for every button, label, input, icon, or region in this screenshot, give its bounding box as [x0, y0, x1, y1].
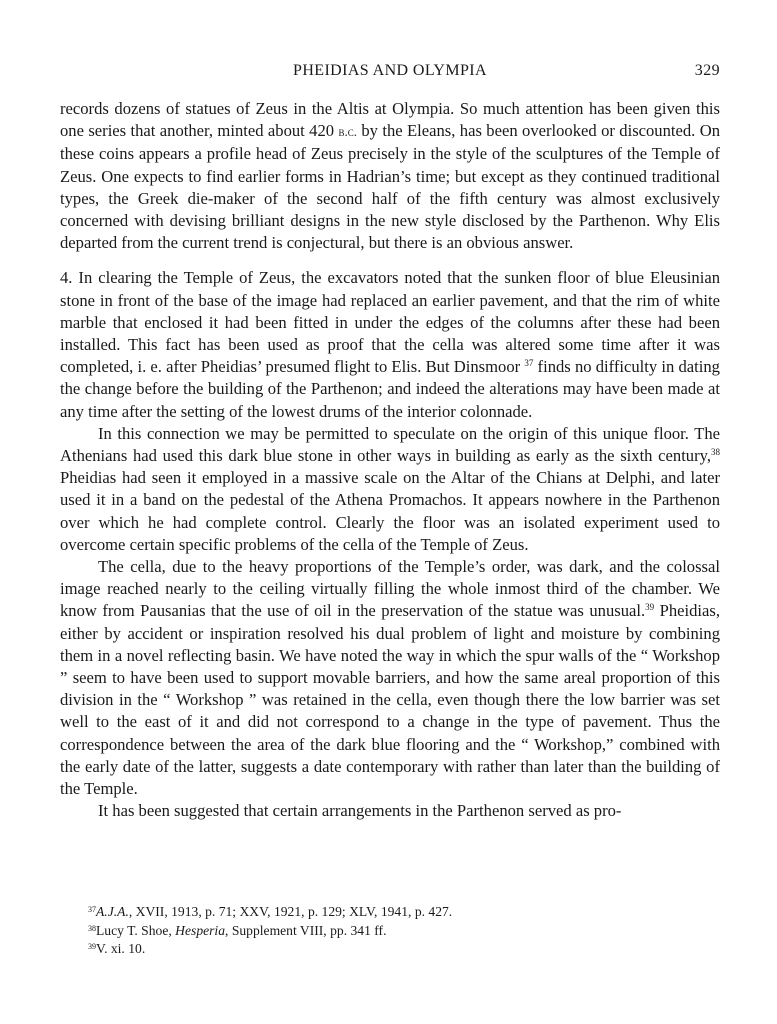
footnote-journal: Hesperia	[175, 922, 226, 938]
footnote-ref-39: 39	[645, 602, 655, 613]
paragraph-4-text-a: The cella, due to the heavy proportions of the Temple’s order, was dark, and the colossal image reached nearly to the ceiling virtually filling the whole inmost third of the chamber. We know from Pausanias that the use of oil in the preservation of the statue was unusual.	[60, 557, 720, 621]
footnote-text: , Supplement VIII, pp. 341 ff.	[225, 922, 387, 938]
paragraph-1-text-b: by the Eleans, has been overlooked or discounted. On these coins appears a profile head of Zeus precisely in the style of the sculptures of the Temple of Zeus. One expects to find earlier forms in Hadrian’s time; but except as they continued traditional types, the Greek die-maker of the second half of the fifth century was almost exclusively concerned with devising brilliant designs in the new style disclosed by the Parthenon. Why Elis departed from the current trend is conjectural, but there is an obvious answer.	[60, 121, 720, 253]
paragraph-2-text-b: finds no difficulty in dating the change before the building of the Parthenon; and indeed the alterations may have been made at any time after the setting of the lowest drums of the interior colonnade.	[60, 357, 720, 421]
paragraph-5-text: It has been suggested that certain arrangements in the Parthenon served as pro-	[98, 801, 622, 821]
footnote-author: Lucy T. Shoe,	[96, 922, 176, 938]
page-number: 329	[694, 62, 720, 79]
paragraph-4-text-b: Pheidias, either by accident or inspiration resolved his dual problem of light and moisture by combining them in a novel reflecting basin. We have noted the way in which the spur walls of the “ Workshop ” seem to have been used to support movable barriers, and how the same areal proportion of this division in the “ Workshop ” was retained in the cella, even though there the low barrier was set well to the east of it and did not correspond to a change in the type of pavement. Thus the correspondence between the area of the dark blue flooring and the “ Workshop,” combined with the early date of the latter, suggests a date contemporary with rather than later than the building of the Temple.	[60, 601, 720, 799]
footnote-ref-38: 38	[711, 447, 720, 458]
paragraph-4	[60, 556, 720, 800]
paragraph-1-text-a: records dozens of statues of Zeus in the Altis at Olympia. So much attention has been given this one series that another, minted about 420	[60, 99, 720, 141]
paragraph-3-text-b: Pheidias had seen it employed in a massive scale on the Altar of the Chians at Delphi, and later used it in a band on the pedestal of the Athena Promachos. It appears nowhere in the Parthenon over which he had complete control. Clearly the floor was an isolated experiment used to overcome certain specific problems of the cella of the Temple of Zeus.	[60, 468, 720, 554]
footnotes	[88, 903, 708, 959]
era-abbreviation: b.c.	[338, 124, 357, 140]
footnote-journal: A.J.A.	[96, 904, 129, 919]
paragraph-2-text-a: 4. In clearing the Temple of Zeus, the excavators noted that the sunken floor of blue Eleusinian stone in front of the base of the image had replaced an earlier pavement, and that the rim of white marble that enclosed it had been fitted in under the edges of the columns after these had been installed. This fact has been used as proof that the cella was altered some time after it was completed, i. e. after Pheidias’ presumed flight to Elis. But Dinsmoor	[60, 268, 720, 377]
footnote-ref-37: 37	[524, 358, 534, 369]
footnote-text: , XVII, 1913, p. 71; XXV, 1921, p. 129; XLV, 1941, p. 427.	[128, 904, 453, 919]
running-header	[60, 62, 720, 86]
paragraph-2	[60, 267, 720, 422]
footnote-37	[88, 903, 708, 922]
body-text	[60, 98, 720, 823]
paragraph-3-text-a: In this connection we may be permitted to speculate on the origin of this unique floor. The Athenians had used this dark blue stone in other ways in building as early as the sixth century,	[60, 423, 720, 466]
footnote-38	[88, 922, 708, 941]
footnote-text: V. xi. 10.	[96, 941, 146, 957]
running-title: PHEIDIAS AND OLYMPIA	[293, 62, 487, 79]
footnote-number: 37	[88, 905, 96, 914]
paragraph-5	[60, 800, 720, 822]
footnote-39	[88, 940, 708, 959]
footnote-number: 38	[88, 923, 96, 933]
paragraph-1	[60, 98, 720, 254]
paragraph-3	[60, 423, 720, 556]
footnote-number: 39	[88, 942, 96, 952]
